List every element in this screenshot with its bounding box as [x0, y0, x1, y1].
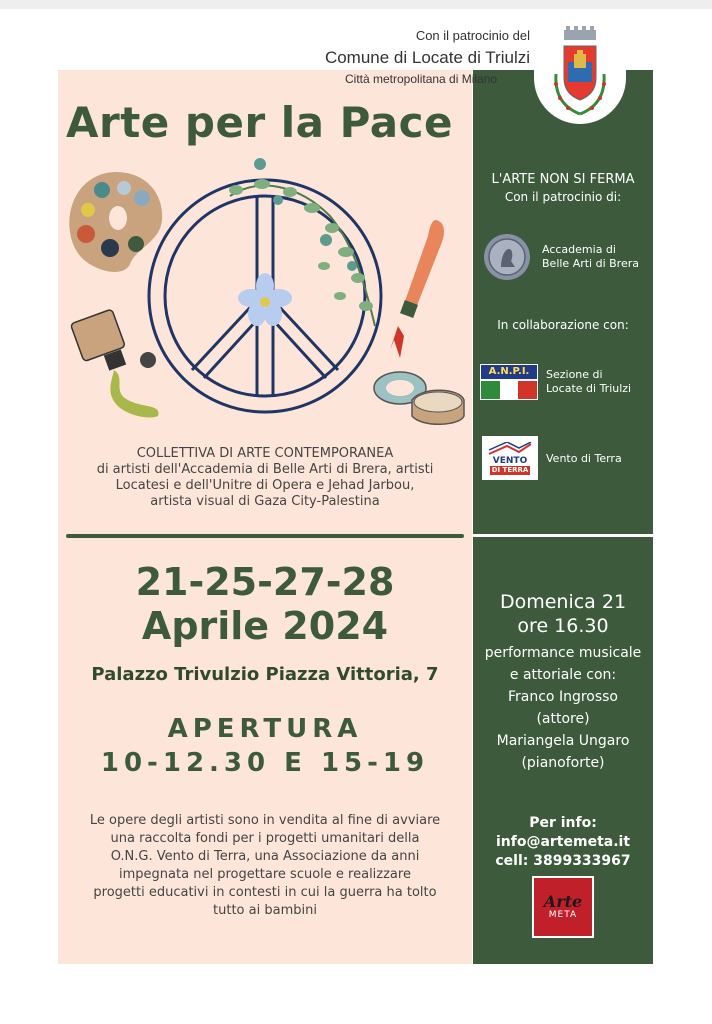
header-comune: Comune di Locate di Triulzi — [324, 48, 530, 67]
description-line-3: O.N.G. Vento di Terra, una Associazione da anni — [110, 849, 420, 864]
paint-brush-icon — [390, 216, 460, 366]
accademia-line-1: Accademia di — [542, 243, 616, 256]
performance-line-1: performance musicale — [484, 645, 642, 661]
performance-block — [473, 642, 653, 774]
collettiva-text — [58, 446, 472, 510]
collettiva-line-2: di artisti dell'Accademia di Belle Arti di Brera, artisti — [96, 462, 434, 477]
accademia-medal-icon — [484, 234, 530, 280]
description-line-5: progetti educativi in contesti in cui la guerra ha tolto — [93, 885, 437, 900]
header-patrocinio: Con il patrocinio del — [415, 28, 530, 43]
artemeta-logo — [532, 876, 594, 938]
description-line-4: impegnata nel progettare scuole e realizzare — [119, 867, 411, 882]
performance-line-3: Franco Ingrosso — [507, 689, 618, 705]
description-line-2: una raccolta fondi per i progetti umanitari della — [110, 831, 420, 846]
coat-of-arms-icon — [534, 24, 626, 124]
collettiva-line-3: Locatesi e dell'Unitre di Opera e Jehad Jarbou, — [115, 478, 415, 493]
anpi-logo-text: A.N.P.I. — [481, 365, 537, 379]
section-separator — [66, 534, 464, 538]
performance-line-2: e attoriale con: — [509, 667, 617, 683]
opening-hours — [58, 712, 472, 780]
event-location: Palazzo Trivulzio Piazza Vittoria, 7 — [91, 664, 439, 685]
vento-text: Vento di Terra — [546, 452, 622, 465]
collettiva-line-1: COLLETTIVA DI ARTE CONTEMPORANEA — [136, 446, 394, 461]
arte-non-si-ferma: L'ARTE NON SI FERMA — [491, 172, 635, 187]
performance-line-4: (attore) — [536, 711, 590, 727]
top-bar — [0, 0, 712, 9]
vento-wave-icon — [485, 442, 535, 456]
performance-line-6: (pianoforte) — [521, 755, 605, 771]
anpi-line-1: Sezione di — [546, 368, 603, 381]
info-block — [473, 814, 653, 871]
coat-of-arms-crest — [534, 24, 626, 124]
info-email[interactable]: info@artemeta.it — [495, 834, 631, 850]
info-phone[interactable]: cell: 3899333967 — [495, 853, 631, 869]
anpi-line-2: Locate di Triulzi — [546, 382, 632, 395]
right-panel-divider — [473, 534, 653, 537]
artemeta-logo-line-1: Arte — [543, 892, 583, 911]
accademia-text — [542, 243, 639, 271]
dates-days: 21-25-27-28 — [135, 560, 395, 604]
header-citta: Città metropolitana di Milano — [345, 72, 498, 86]
performance-line-5: Mariangela Ungaro — [496, 733, 630, 749]
artemeta-logo-line-2: META — [548, 910, 578, 920]
peace-sign-icon — [140, 156, 390, 424]
accademia-line-2: Belle Arti di Brera — [542, 257, 639, 270]
description-text — [58, 812, 472, 920]
collaborazione-label: In collaborazione con: — [497, 318, 629, 332]
dates-month-year: Aprile 2024 — [141, 604, 389, 648]
vento-logo-line-1: VENTO — [492, 455, 528, 466]
poster-title: Arte per la Pace — [66, 98, 454, 147]
anpi-logo — [480, 364, 538, 400]
domenica-time: ore 16.30 — [517, 615, 609, 637]
vento-logo-line-2: DI TERRA — [491, 465, 529, 474]
description-line-1: Le opere degli artisti sono in vendita al fine di avviare — [89, 813, 441, 828]
domenica-day: Domenica 21 — [499, 591, 627, 613]
vento-di-terra-logo — [482, 436, 538, 480]
apertura-hours: 10-12.30 E 15-19 — [100, 748, 430, 778]
event-dates — [58, 560, 472, 648]
anpi-text — [546, 368, 631, 396]
apertura-label: APERTURA — [167, 714, 363, 744]
collettiva-line-4: artista visual di Gaza City-Palestina — [150, 494, 380, 509]
domenica-block — [473, 590, 653, 638]
patrocinio-di: Con il patrocinio di: — [504, 190, 622, 204]
description-line-6: tutto ai bambini — [213, 903, 317, 918]
info-label: Per info: — [529, 815, 597, 831]
